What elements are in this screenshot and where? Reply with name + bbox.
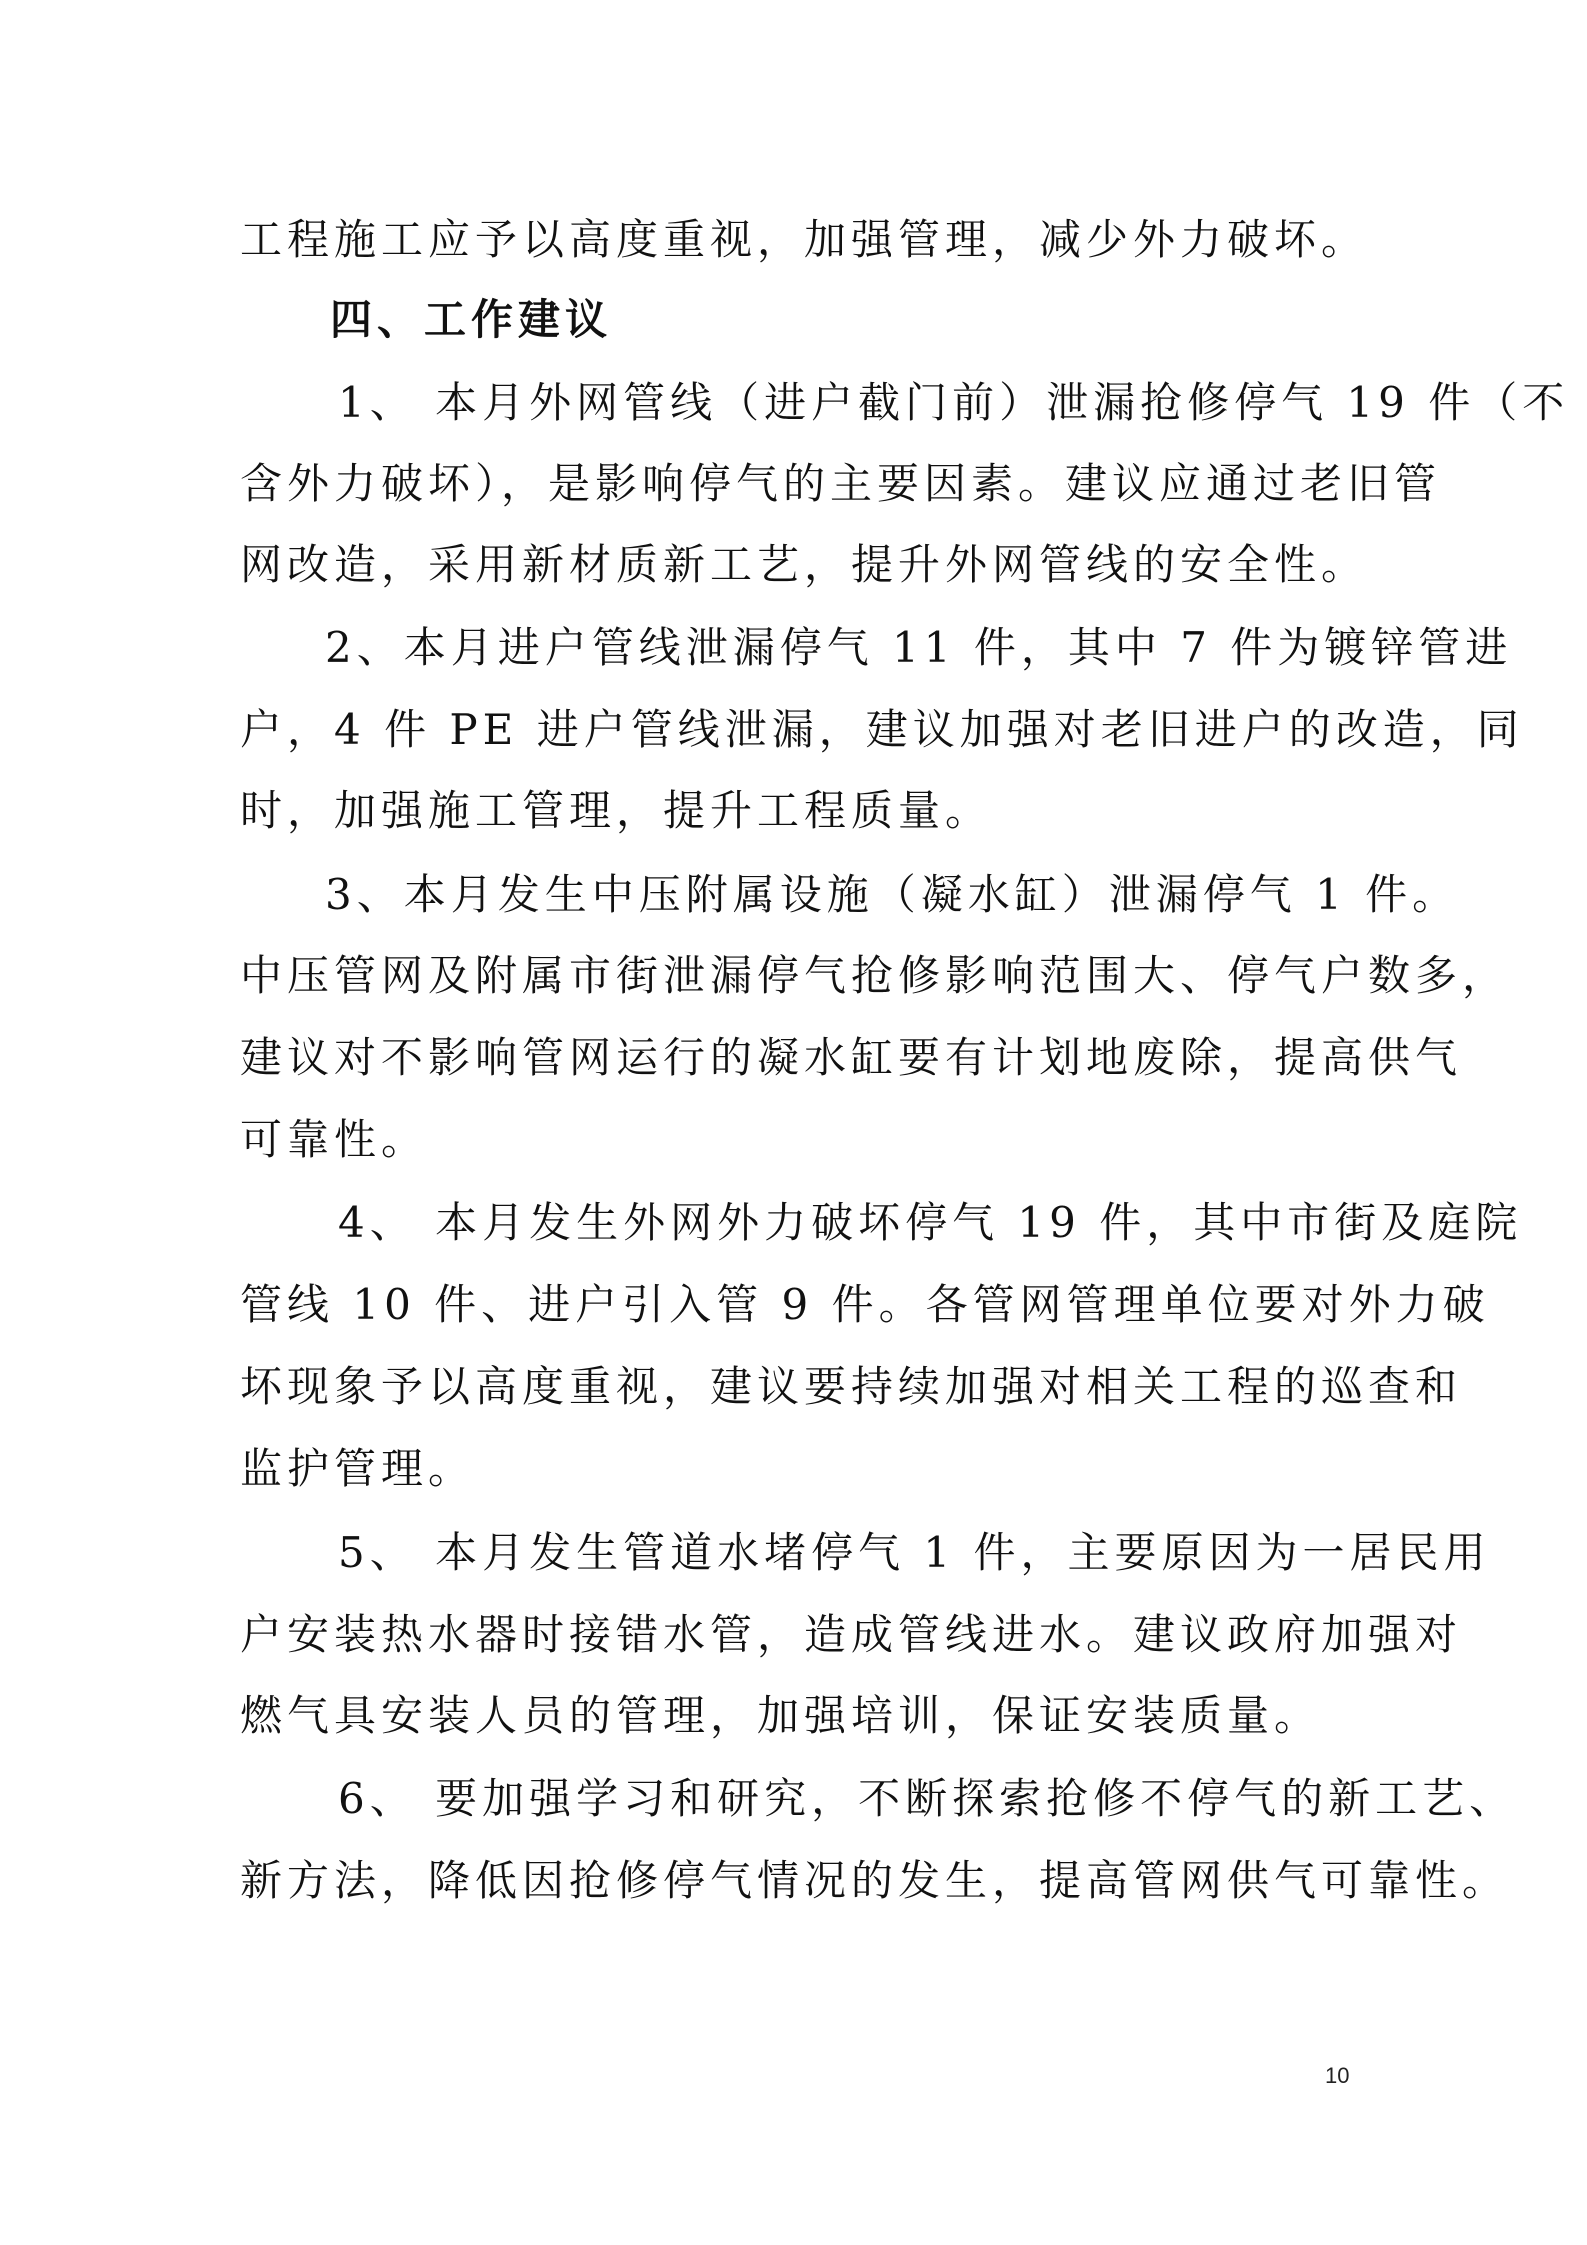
page-number: 10 bbox=[1325, 2063, 1350, 2088]
paragraph-line: 网改造，采用新材质新工艺，提升外网管线的安全性。 bbox=[240, 540, 1369, 589]
paragraph-line: 中压管网及附属市街泄漏停气抢修影响范围大、停气户数多， bbox=[240, 951, 1510, 1000]
paragraph-line: 5、 本月发生管道水堵停气 1 件，主要原因为一居民用 bbox=[338, 1528, 1491, 1577]
paragraph-line: 监护管理。 bbox=[240, 1444, 476, 1493]
paragraph-line: 工程施工应予以高度重视，加强管理，减少外力破坏。 bbox=[240, 215, 1369, 264]
paragraph-line: 时，加强施工管理，提升工程质量。 bbox=[240, 786, 993, 835]
paragraph-line: 建议对不影响管网运行的凝水缸要有计划地废除，提高供气 bbox=[240, 1033, 1463, 1082]
paragraph-line: 3、本月发生中压附属设施（凝水缸）泄漏停气 1 件。 bbox=[325, 870, 1460, 919]
paragraph-line: 坏现象予以高度重视，建议要持续加强对相关工程的巡查和 bbox=[240, 1362, 1463, 1411]
paragraph-line: 6、 要加强学习和研究，不断探索抢修不停气的新工艺、 bbox=[338, 1774, 1517, 1823]
paragraph-line: 管线 10 件、进户引入管 9 件。各管网管理单位要对外力破 bbox=[240, 1280, 1490, 1329]
paragraph-line: 含外力破坏），是影响停气的主要因素。建议应通过老旧管 bbox=[240, 459, 1442, 508]
paragraph-line: 1、 本月外网管线（进户截门前）泄漏抢修停气 19 件（不 bbox=[338, 378, 1570, 427]
paragraph-line: 燃气具安装人员的管理，加强培训，保证安装质量。 bbox=[240, 1691, 1322, 1740]
paragraph-line: 户，4 件 PE 进户管线泄漏，建议加强对老旧进户的改造，同 bbox=[240, 705, 1524, 754]
paragraph-line: 户安装热水器时接错水管，造成管线进水。建议政府加强对 bbox=[240, 1610, 1463, 1659]
paragraph-line: 2、本月进户管线泄漏停气 11 件，其中 7 件为镀锌管进 bbox=[325, 623, 1513, 672]
paragraph-line: 新方法，降低因抢修停气情况的发生，提高管网供气可靠性。 bbox=[240, 1856, 1510, 1905]
section-heading: 四、工作建议 bbox=[330, 295, 613, 344]
paragraph-line: 4、 本月发生外网外力破坏停气 19 件，其中市街及庭院 bbox=[338, 1198, 1523, 1247]
paragraph-line: 可靠性。 bbox=[240, 1115, 429, 1164]
